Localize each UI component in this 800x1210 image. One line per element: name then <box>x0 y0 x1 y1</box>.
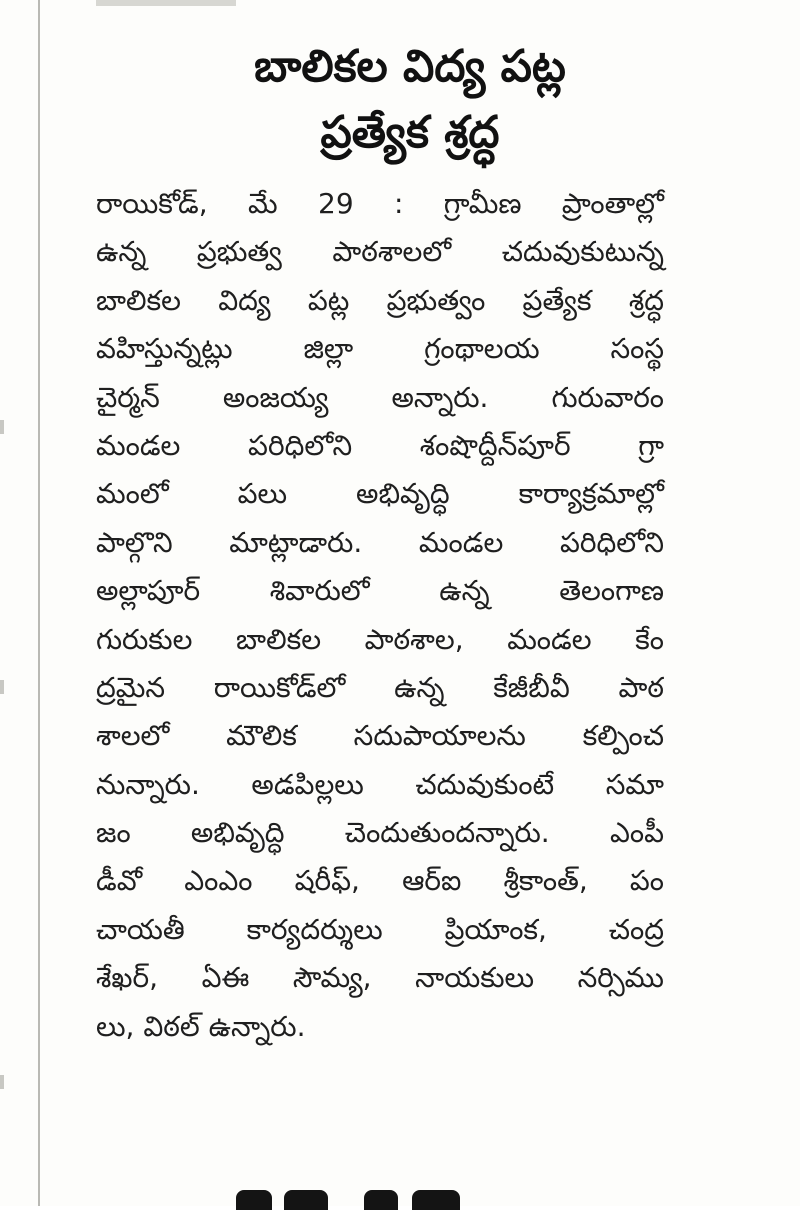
margin-mark <box>0 1075 4 1089</box>
headline-line-2: ప్రత్యేక శ్రద్ధ <box>320 107 500 158</box>
article-line: చాయతీ కార్యదర్శులు ప్రియాంక, చంద్ర <box>96 912 664 946</box>
article-line: వహిస్తున్నట్లు జిల్లా గ్రంథాలయ సంస్థ <box>96 332 664 366</box>
headline-glyph-fragment <box>364 1190 398 1210</box>
headline-glyph-fragment <box>236 1190 272 1210</box>
article-line: మంలో పలు అభివృద్ధి కార్యాక్రమాల్లో <box>96 477 664 511</box>
headline-glyph-fragment <box>412 1190 460 1210</box>
article-line: గురుకుల బాలికల పాఠశాల, మండల కేం <box>96 622 664 656</box>
article-line: డీవో ఎంఎం షరీఫ్, ఆర్ఐ శ్రీకాంత్, పం <box>96 864 664 898</box>
article-line: రాయికోడ్, మే 29 : గ్రామీణ ప్రాంతాల్లో <box>96 187 664 220</box>
article-line: పాల్గొని మాట్లాడారు. మండల పరిధిలోని <box>96 525 664 559</box>
headline-line-1: బాలికల విద్య పట్ల <box>254 41 566 92</box>
article-line: శేఖర్, ఏఈ సౌమ్య, నాయకులు నర్సిము <box>96 961 664 995</box>
margin-mark <box>0 420 4 434</box>
column-divider <box>38 0 40 1206</box>
article-line: శాలలో మౌలిక సదుపాయాలను కల్పించ <box>96 719 664 753</box>
article-line: అల్లాపూర్ శివారులో ఉన్న తెలంగాణ <box>96 574 664 608</box>
headline-glyph-fragment <box>284 1190 328 1210</box>
margin-mark <box>0 680 4 694</box>
next-article-headline-fragment <box>228 1188 478 1210</box>
article-line: నున్నారు. అడపిల్లలు చదువుకుంటే సమా <box>96 767 664 801</box>
article-line: బాలికల విద్య పట్ల ప్రభుత్వం ప్రత్యేక శ్రద్ధ <box>96 283 664 317</box>
previous-article-remnant <box>96 0 236 6</box>
article-line: ఉన్న ప్రభుత్వ పాఠశాలలో చదువుకుటున్న <box>96 235 664 269</box>
article-line: ద్రమైన రాయికోడ్‌లో ఉన్న కేజీబీవీ పాఠ <box>96 670 664 704</box>
article-line: మండల పరిధిలోని శంషొద్దీన్‌పూర్ గ్రా <box>96 428 664 462</box>
article-line: లు, విఠల్ ఉన్నారు. <box>96 1009 306 1043</box>
article-body <box>96 180 664 1051</box>
article-line: చైర్మన్ అంజయ్య అన్నారు. గురువారం <box>96 380 664 414</box>
article-line: జం అభివృద్ధి చెందుతుందన్నారు. ఎంపీ <box>96 816 664 850</box>
